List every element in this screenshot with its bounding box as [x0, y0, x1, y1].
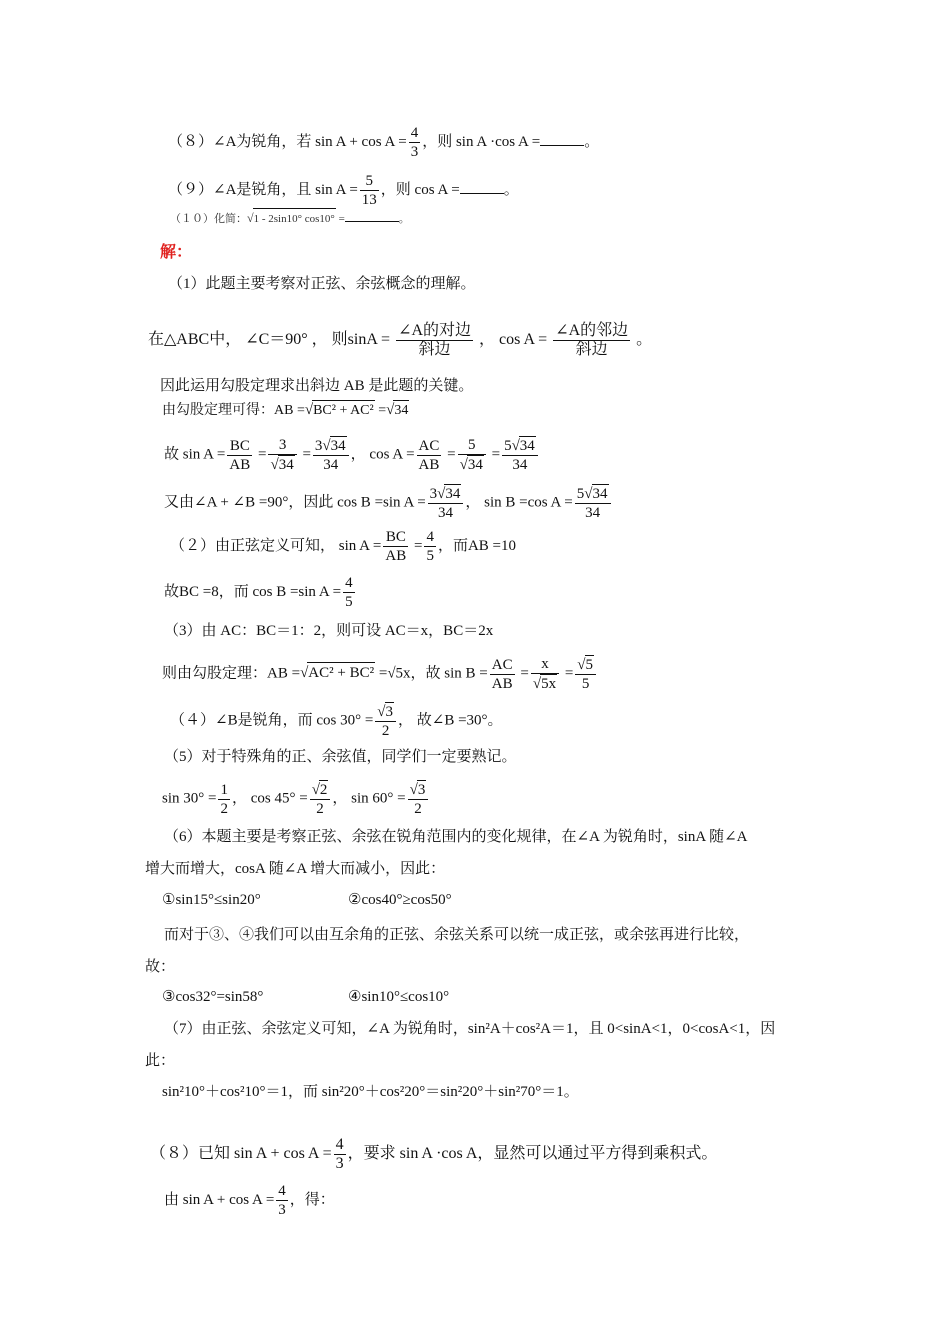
s6-line4: 故： — [145, 959, 176, 975]
s1-key: 因此运用勾股定理求出斜边 AB 是此题的关键。 — [160, 378, 474, 394]
q9-fraction: $\frac{5}{13}$ — [361, 173, 377, 208]
s3-line2: 则由勾股定理：AB =√AC² + BC² =√5x，故 sin B = $\frac{AC}{AB}$ = $\frac{x}{√5x}$ = $\frac{√5}{5}$ — [162, 655, 598, 693]
s7-line1: （7）由正弦、余弦定义可知，∠A 为锐角时，sin²A＋cos²A＝1，且 0<sinA<1，0<cosA<1，因 — [164, 1021, 776, 1037]
s6-line1: （6）本题主要是考察正弦、余弦在锐角范围内的变化规律，在∠A 为锐角时，sinA 随∠A — [164, 829, 748, 845]
q8-prefix: （８）∠A为锐角，若 sin A + cos A = — [168, 133, 407, 150]
q9-suffix: ，则 cos A = — [380, 181, 460, 198]
s6-compare-4: ④sin10°≤cos10° — [348, 989, 450, 1005]
question-10: （１０）化简：√1 - 2sin10° cos10° = 。 — [170, 208, 410, 229]
s5-values: sin 30° = $\frac{1}{2}$ ， cos 45° = $\frac{√2}{2}$ ， sin 60° = $\frac{√3}{2}$ — [162, 780, 430, 818]
s7-line2: 此： — [145, 1053, 176, 1069]
s6-line3: 而对于③、④我们可以由互余角的正弦、余弦关系可以统一成正弦，或余弦再进行比较， — [164, 927, 750, 943]
s8-line2: 由 sin A + cos A = $\frac{4}{3}$ ，得： — [164, 1183, 335, 1218]
q8-fraction: $\frac{4}{3}$ — [410, 125, 419, 160]
s5-intro: （5）对于特殊角的正、余弦值，同学们一定要熟记。 — [164, 749, 517, 765]
s1-definition: 在△ABC中， ∠C＝90° ， 则sinA = $\frac{\text{∠A的对边}}{\text{斜边}}$ ， cos A = $\frac{\text{∠A的邻边}}{\text{斜边}}$ 。 — [148, 322, 653, 358]
question-9: （９）∠A是锐角，且 sin A = $\frac{5}{13}$ ，则 cos A = 。 — [168, 173, 519, 208]
q10-prefix: （１０）化简： — [170, 213, 247, 225]
solution-heading: 解： — [160, 244, 193, 261]
s3-line1: （3）由 AC：BC＝1：2，则可设 AC＝x，BC＝2x — [164, 623, 494, 639]
s4-line: （４）∠B是锐角，而 cos 30° = $\frac{√3}{2}$ ， 故∠B =30°。 — [170, 704, 503, 739]
answer-blank — [460, 179, 504, 194]
answer-blank — [345, 211, 399, 222]
q8-suffix: ，则 sin A ·cos A = — [422, 133, 541, 150]
s8-line1: （８）已知 sin A + cos A = $\frac{4}{3}$ ，要求 sin A ·cos A，显然可以通过平方得到乘积式。 — [150, 1136, 718, 1172]
s1-cosB-sinB: 又由∠A + ∠B =90°，因此 cos B =sin A = $\frac{3√34}{34}$ ， sin B =cos A = $\frac{5√34}{34}$ — [164, 484, 613, 522]
s6-compare-2: ②cos40°≥cos50° — [348, 892, 452, 908]
s6-line2: 增大而增大，cosA 随∠A 增大而减小，因此： — [145, 861, 446, 877]
s2-line1: （２）由正弦定义可知， sin A = $\frac{BC}{AB}$ = $\frac{4}{5}$ ，而AB =10 — [170, 529, 517, 564]
s1-pythagoras: 由勾股定理可得：AB =√BC² + AC² =√34 — [162, 400, 409, 421]
s2-line2: 故BC =8，而 cos B =sin A = $\frac{4}{5}$ — [164, 575, 353, 610]
s6-compare-1: ①sin15°≤sin20° — [162, 892, 261, 908]
question-8: （８）∠A为锐角，若 sin A + cos A = $\frac{4}{3}$ ，则 sin A ·cos A = 。 — [168, 125, 600, 160]
s1-sinA: 故 sin A = $\frac{BC}{AB}$ = $\frac{3}{√34}$ = $\frac{3√34}{34}$ ， cos A = $\frac{AC}{AB}$ = $\frac{5}{√34}$ = $\frac{5√34}{34}$ — [164, 436, 540, 474]
q9-prefix: （９）∠A是锐角，且 sin A = — [168, 181, 358, 198]
s7-line3: sin²10°＋cos²10°＝1，而 sin²20°＋cos²20°＝sin²20°＋sin²70°＝1。 — [162, 1084, 579, 1100]
s1-intro: （1）此题主要考察对正弦、余弦概念的理解。 — [168, 276, 476, 292]
answer-blank — [540, 131, 584, 146]
q10-radicand: 1 - 2sin10° cos10° — [253, 208, 336, 229]
s6-compare-3: ③cos32°=sin58° — [162, 989, 264, 1005]
